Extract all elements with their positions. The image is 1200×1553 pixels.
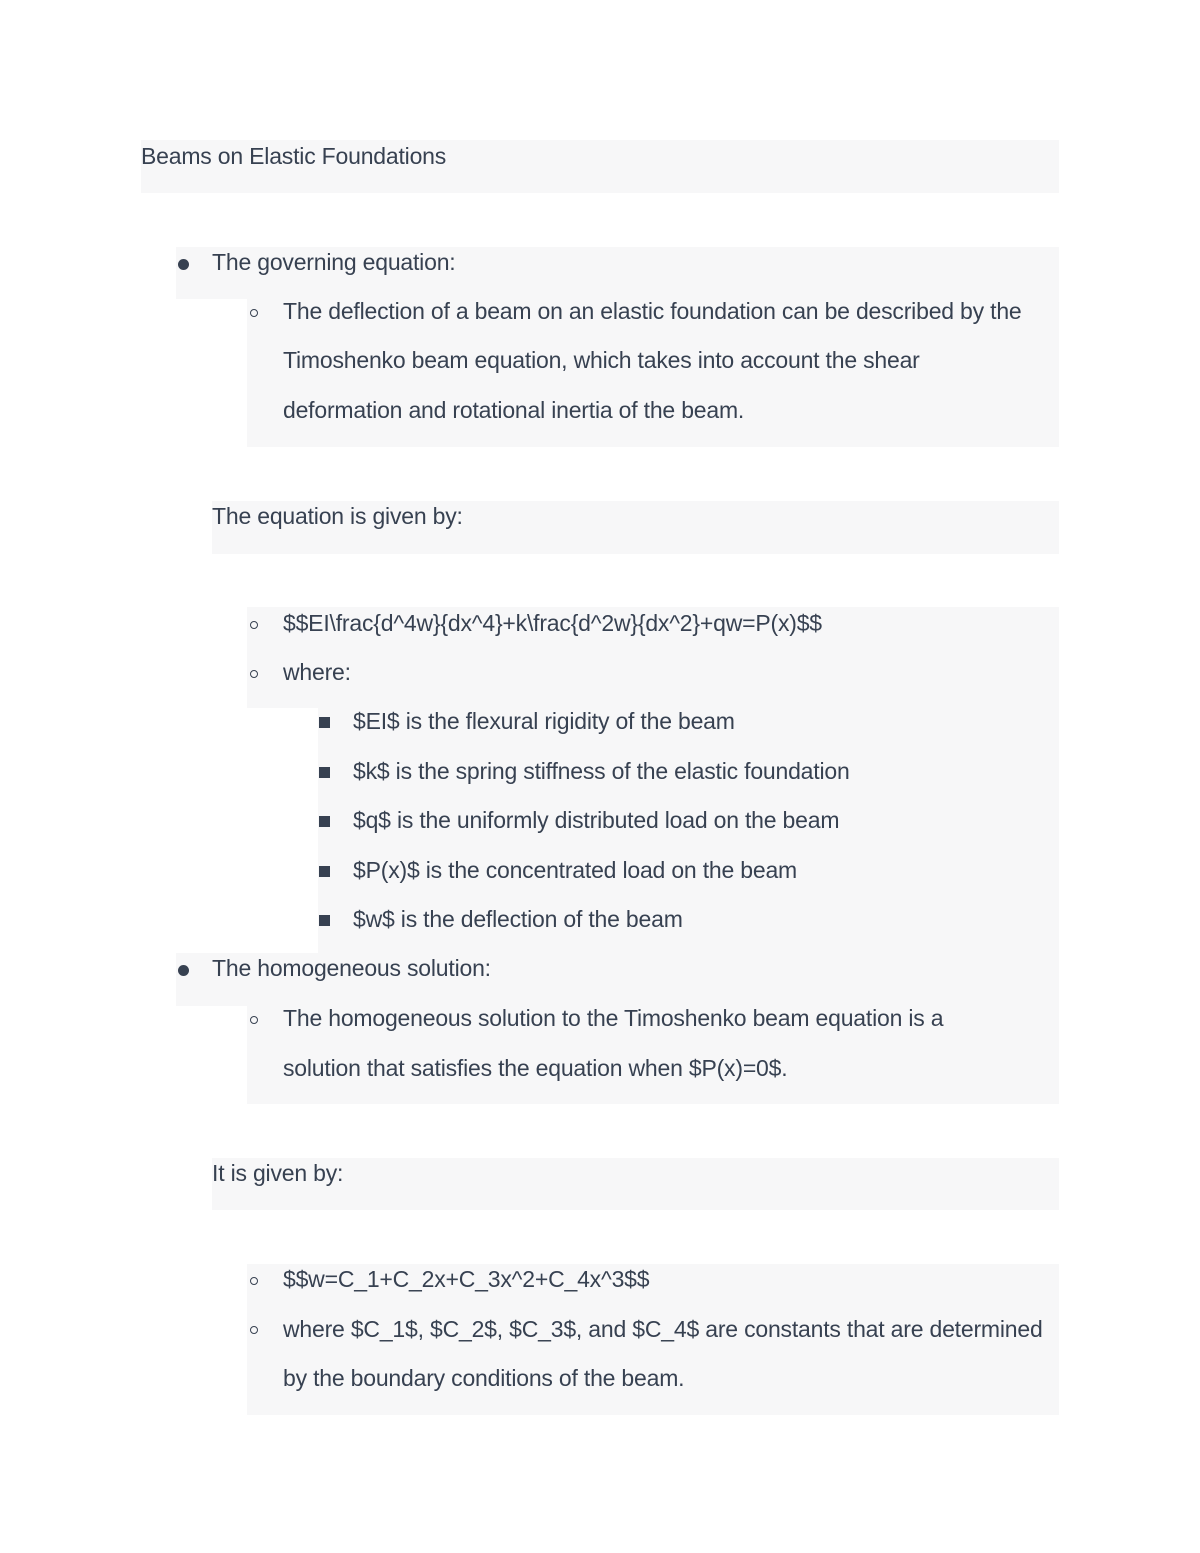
section2-intro: It is given by: [212, 1160, 344, 1186]
definition-item: $w$ is the deflection of the beam [353, 906, 683, 932]
bullet-circle-icon [250, 309, 258, 317]
definition-item: $EI$ is the flexural rigidity of the beam [353, 708, 735, 734]
section1-equation: $$EI\frac{d^4w}{dx^4}+k\frac{d^2w}{dx^2}+qw=P(x)$$ [283, 610, 822, 636]
definition-item: $P(x)$ is the concentrated load on the beam [353, 857, 798, 883]
bullet-circle-icon [250, 621, 258, 629]
bullet-circle-icon [250, 670, 258, 678]
section1-description-line: Timoshenko beam equation, which takes into account the shear [283, 347, 920, 373]
bullet-circle-icon [250, 1326, 258, 1334]
bullet-square-icon [319, 915, 330, 926]
bullet-disc-icon [178, 259, 189, 270]
definition-item: $q$ is the uniformly distributed load on the beam [353, 807, 840, 833]
section2-description-line: The homogeneous solution to the Timoshenko beam equation is a [283, 1005, 944, 1031]
section2-equation: $$w=C_1+C_2x+C_3x^2+C_4x^3$$ [283, 1266, 650, 1292]
section2-heading: The homogeneous solution: [212, 955, 491, 981]
bullet-square-icon [319, 717, 330, 728]
section1-heading: The governing equation: [212, 249, 456, 275]
bullet-square-icon [319, 816, 330, 827]
section2-description-line: solution that satisfies the equation when $P(x)=0$. [283, 1055, 788, 1081]
section1-where-label: where: [283, 659, 351, 685]
bullet-circle-icon [250, 1016, 258, 1024]
section1-description-line: The deflection of a beam on an elastic foundation can be described by the [283, 298, 1022, 324]
page-title: Beams on Elastic Foundations [141, 143, 447, 169]
definition-item: $k$ is the spring stiffness of the elastic foundation [353, 758, 850, 784]
section1-intro: The equation is given by: [212, 503, 463, 529]
section1-description-line: deformation and rotational inertia of the beam. [283, 397, 745, 423]
bullet-disc-icon [178, 965, 189, 976]
section2-where-line: by the boundary conditions of the beam. [283, 1365, 685, 1391]
bullet-square-icon [319, 767, 330, 778]
bullet-circle-icon [250, 1277, 258, 1285]
bullet-square-icon [319, 866, 330, 877]
section2-where-line: where $C_1$, $C_2$, $C_3$, and $C_4$ are constants that are determined [283, 1316, 1043, 1342]
